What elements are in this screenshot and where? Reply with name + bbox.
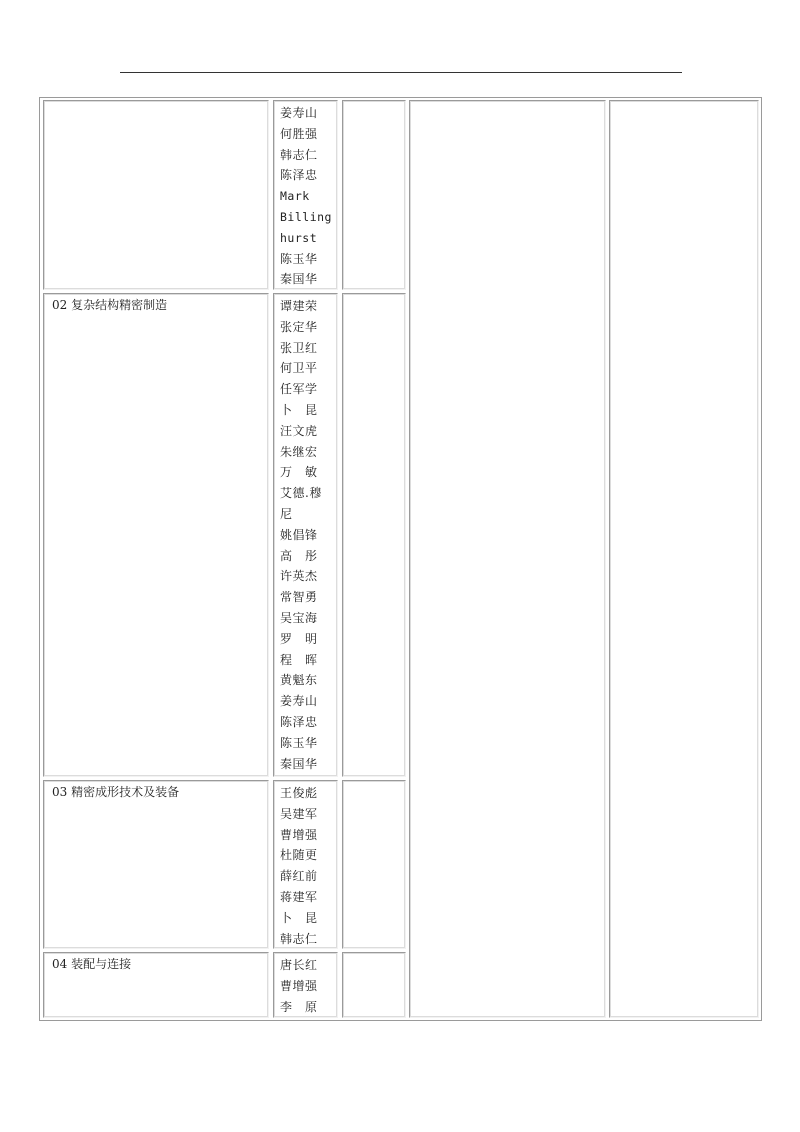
merged-column-5 xyxy=(609,100,759,1018)
name-entry: 何胜强 xyxy=(280,126,318,141)
name-entry: 许英杰 xyxy=(280,569,318,584)
name-entry: 黄魁东 xyxy=(280,673,318,688)
merged-column-4 xyxy=(409,100,606,1018)
row-2-empty-cell xyxy=(342,293,406,777)
row-4-empty-cell xyxy=(342,952,406,1018)
row-1-topic-cell xyxy=(43,100,269,290)
name-entry: 万 敏 xyxy=(280,465,318,480)
row-4-names-cell xyxy=(273,952,338,1018)
name-entry: 陈玉华 xyxy=(280,251,318,266)
name-entry: 王俊彪 xyxy=(280,786,318,800)
name-entry: 朱继宏 xyxy=(280,444,318,459)
name-entry: 艾德.穆 xyxy=(280,486,322,501)
row-3-names-cell xyxy=(273,780,338,949)
header-rule xyxy=(120,72,682,73)
name-entry: 罗 明 xyxy=(280,631,318,646)
name-entry: 蒋建军 xyxy=(280,889,318,904)
name-entry: 秦国华 xyxy=(280,272,318,287)
name-entry: 何卫平 xyxy=(280,361,318,376)
name-entry: 吴宝海 xyxy=(280,610,318,625)
row-3-names xyxy=(274,781,337,949)
name-entry: 李 原 xyxy=(280,999,318,1014)
name-entry: 张定华 xyxy=(280,319,318,334)
name-entry: hurst xyxy=(280,230,318,245)
name-entry: 姚倡锋 xyxy=(280,527,318,542)
row-1-empty-cell xyxy=(342,100,406,290)
name-entry: 程 晖 xyxy=(280,652,318,667)
row-1-names xyxy=(274,101,337,290)
name-entry: 姜寿山 xyxy=(280,106,318,120)
name-entry: 陈泽忠 xyxy=(280,714,318,729)
name-entry: 常智勇 xyxy=(280,590,318,605)
name-entry: 曹增强 xyxy=(280,978,318,993)
name-entry: 汪文虎 xyxy=(280,423,318,438)
name-entry: 唐长红 xyxy=(280,958,318,972)
name-entry: 陈玉华 xyxy=(280,735,318,750)
name-entry: Mark xyxy=(280,189,310,204)
name-entry: 曹增强 xyxy=(280,827,318,842)
name-entry: 吴建军 xyxy=(280,806,318,821)
name-entry: 姜寿山 xyxy=(280,694,318,709)
name-entry: 薛红前 xyxy=(280,869,318,884)
row-2-names-cell xyxy=(273,293,338,777)
row-4-names xyxy=(274,953,337,1017)
name-entry: 韩志仁 xyxy=(280,931,318,946)
name-entry: 任军学 xyxy=(280,382,318,397)
name-entry: 卜 昆 xyxy=(280,910,318,925)
name-entry: 韩志仁 xyxy=(280,147,318,162)
row-3-topic: 03 精密成形技术及装备 xyxy=(52,785,180,799)
name-entry: 陈泽忠 xyxy=(280,168,318,183)
row-2-topic: 02 复杂结构精密制造 xyxy=(52,298,168,312)
name-entry: 秦国华 xyxy=(280,756,318,771)
name-entry: 高 彤 xyxy=(280,548,318,563)
name-entry: 杜随更 xyxy=(280,848,318,863)
row-2-names xyxy=(274,294,337,774)
row-3-empty-cell xyxy=(342,780,406,949)
row-1-topic xyxy=(44,101,268,105)
name-entry: 卜 昆 xyxy=(280,402,318,417)
row-3-topic-cell xyxy=(43,780,269,949)
name-entry: 张卫红 xyxy=(280,340,318,355)
name-entry: Billing xyxy=(280,209,332,224)
row-4-topic: 04 装配与连接 xyxy=(52,957,132,971)
name-entry: 尼 xyxy=(280,506,293,521)
row-2-topic-cell xyxy=(43,293,269,777)
row-4-topic-cell xyxy=(43,952,269,1018)
row-1-names-cell xyxy=(273,100,338,290)
name-entry: 谭建荣 xyxy=(280,299,318,313)
